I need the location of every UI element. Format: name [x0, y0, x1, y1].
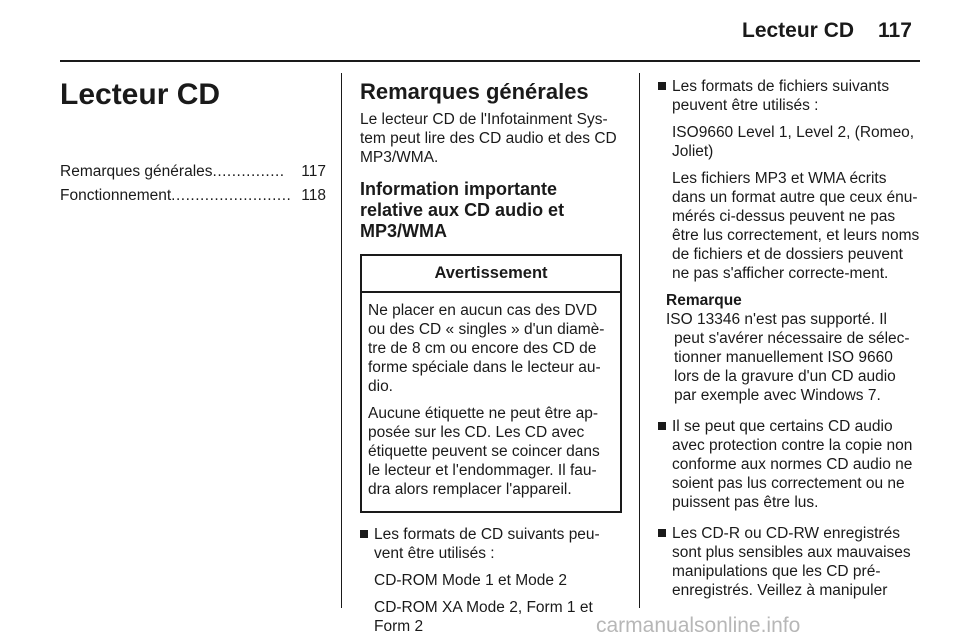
bullet-item: [360, 525, 622, 636]
bullet-text: Les CD-R ou CD-RW enregistrés sont plus sensibles aux mauvaises manipulations que les CD pré-enregistrés. Veillez à manipuler: [672, 525, 911, 599]
warning-body: [362, 293, 620, 511]
square-bullet-icon: [658, 422, 666, 430]
intro-paragraph: Le lecteur CD de l'Infotainment Sys-tem peut lire des CD audio et des CD MP3/WMA.: [360, 111, 617, 166]
column-divider-left: [341, 73, 342, 608]
bullet-item: [658, 77, 920, 283]
note-text: ISO 13346 n'est pas supporté. Il peut s'avérer nécessaire de sélec-tionner manuellement ISO 9660 lors de la gravure d'un CD audio par exemple avec Windows 7.: [666, 311, 910, 404]
square-bullet-icon: [658, 82, 666, 90]
toc-leader-dots: ...............: [212, 163, 285, 180]
running-header-title: Lecteur CD: [742, 19, 855, 42]
column-divider-right: [639, 73, 640, 608]
note-block: [658, 291, 920, 405]
toc-entry-remarques[interactable]: [60, 157, 326, 181]
bullet-text: Les formats de CD suivants peu-vent être utilisés :: [374, 526, 600, 562]
note-title: Remarque: [666, 292, 742, 309]
main-column: [360, 73, 622, 644]
warning-paragraph: Aucune étiquette ne peut être ap-posée sur les CD. Les CD avec étiquette peuvent se coincer dans le lecteur et l'endommager. Il fau-dra alors remplacer l'appareil.: [368, 405, 600, 498]
square-bullet-icon: [658, 529, 666, 537]
toc-column: [60, 73, 326, 205]
bullet-subtext: ISO9660 Level 1, Level 2, (Romeo, Joliet): [672, 124, 915, 160]
subsection-title: Information importante relative aux CD audio et MP3/WMA: [360, 179, 565, 241]
bullet-item: [658, 417, 920, 512]
bullet-item: [658, 524, 920, 600]
warning-paragraph: Ne placer en aucun cas des DVD ou des CD « singles » d'un diamè-tre de 8 cm ou encore des CD de forme spéciale dans le lecteur au-dio.: [368, 302, 605, 395]
bullet-text: Les formats de fichiers suivants peuvent être utilisés :: [672, 78, 890, 114]
warning-title: Avertissement: [362, 256, 620, 293]
toc-entry-label: Fonctionnement: [60, 187, 172, 204]
square-bullet-icon: [360, 530, 368, 538]
bullet-subtext: Les fichiers MP3 et WMA écrits dans un format autre que ceux énu-mérés ci-dessus peuvent ne pas être lus correctement, et leurs noms de fichiers et de dossiers peuvent ne pas s'afficher correcte-ment.: [672, 170, 920, 282]
warning-box: [360, 254, 622, 513]
section-title: Remarques générales: [360, 79, 589, 104]
bullet-text: Il se peut que certains CD audio avec protection contre la copie non conforme aux normes CD audio ne soient pas lus correctement ou ne puissent pas être lus.: [672, 418, 913, 511]
page-number: 117: [878, 19, 912, 42]
toc-entry-page: 117: [301, 163, 326, 180]
toc-entry-fonctionnement[interactable]: [60, 181, 326, 205]
toc-leader-dots: .........................: [171, 187, 292, 204]
bullet-subtext: CD-ROM Mode 1 et Mode 2: [374, 572, 567, 589]
watermark: carmanualsonline.info: [596, 614, 801, 637]
toc-entry-label: Remarques générales: [60, 163, 213, 180]
toc-entry-page: 118: [301, 187, 326, 204]
chapter-title: Lecteur CD: [60, 78, 221, 111]
bullet-subtext: CD-ROM XA Mode 2, Form 1 et Form 2: [374, 599, 593, 635]
right-column: [658, 73, 920, 608]
header-rule: [60, 60, 920, 62]
